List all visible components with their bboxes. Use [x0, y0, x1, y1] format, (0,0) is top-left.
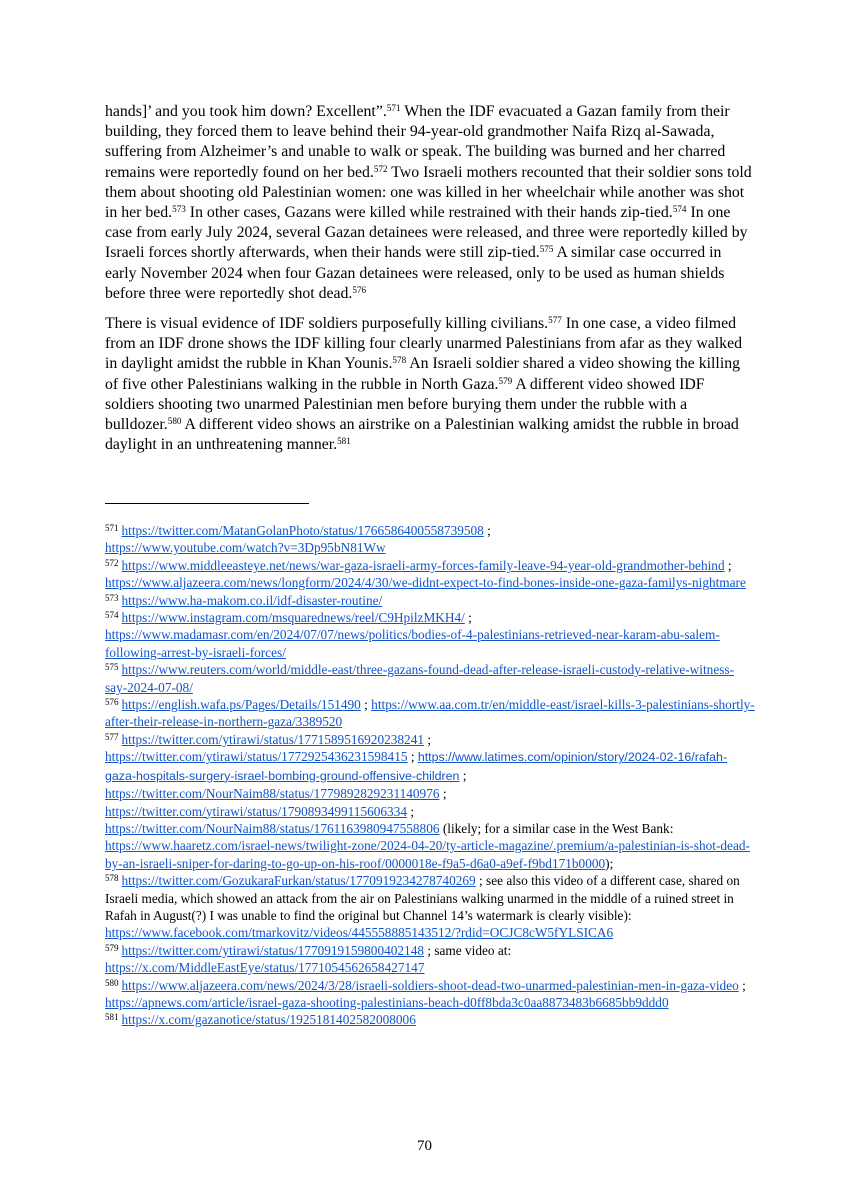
footnote: [105, 592, 755, 609]
footnote: [105, 942, 755, 977]
text-run: A similar case occurred in early November 2024 when four Gazan detainees were released, only to be used as human shields before three were reportedly shot dead.: [105, 244, 725, 302]
footnote-link[interactable]: https://twitter.com/NourNaim88/status/1761163980947558806: [105, 820, 440, 836]
footnote-ref[interactable]: 577: [548, 315, 562, 325]
footnote-number: 577: [105, 731, 119, 742]
footnote-number: 578: [105, 873, 119, 884]
footnote-link[interactable]: https://www.youtube.com/watch?v=3Dp95bN81Ww: [105, 540, 386, 556]
footnote-link[interactable]: https://twitter.com/NourNaim88/status/1779892829231140976: [105, 786, 440, 802]
footnote-number: 581: [105, 1012, 119, 1023]
footnote: [105, 872, 755, 942]
footnote-link[interactable]: https://x.com/gazanotice/status/1925181402582008006: [121, 1012, 416, 1028]
footnote-link[interactable]: https://www.facebook.com/tmarkovitz/videos/445558885143512/?rdid=OCJC8cW5fYLSICA6: [105, 925, 614, 941]
footnote: [105, 609, 755, 661]
body-text: [105, 102, 755, 465]
footnote-link[interactable]: https://www.middleeasteye.net/news/war-gaza-israeli-army-forces-family-leave-94-year-old-grandmother-behind: [121, 557, 725, 573]
text-run: In one case from early July 2024, several Gazan detainees were released, and three were reportedly killed by Israeli forces shortly afterwards, when their hands were still zip-tied.: [105, 204, 748, 262]
text-run: ;: [483, 523, 491, 538]
footnote-link[interactable]: https://twitter.com/ytirawi/status/1770919159800402148: [121, 942, 424, 958]
footnote-link[interactable]: https://www.aa.com.tr/en/middle-east/israel-kills-3-palestinians-shortly-after-their-release-in-northern-gaza/3389520: [105, 697, 755, 730]
text-run: A different video shows an airstrike on a Palestinian walking amidst the rubble in broad daylight in an unthreatening manner.: [105, 416, 739, 454]
text-run: hands]’ and you took him down? Excellent”.: [105, 103, 387, 120]
footnote-link[interactable]: https://x.com/MiddleEastEye/status/1771054562658427147: [105, 960, 425, 976]
footnote: [105, 696, 755, 731]
page-number: 70: [417, 1138, 432, 1154]
paragraph: [105, 102, 755, 304]
footnote-ref[interactable]: 580: [167, 416, 182, 427]
footnote-ref[interactable]: 572: [373, 163, 388, 174]
text-run: ;: [724, 557, 732, 573]
text-run: A different video showed IDF soldiers shooting two unarmed Palestinian men before burying them under the rubble with a bulldozer.: [105, 375, 705, 434]
text-run: ;: [439, 786, 447, 802]
footnote-link[interactable]: https://twitter.com/ytirawi/status/1790893499115606334: [105, 803, 407, 819]
footnote: [105, 557, 755, 592]
footnotes: [105, 522, 755, 1029]
text-run: ; same video at:: [424, 942, 512, 958]
footnote-ref[interactable]: 578: [392, 355, 407, 366]
text-run: ;: [424, 731, 432, 747]
footnote-link[interactable]: https://www.haaretz.com/israel-news/twilight-zone/2024-04-20/ty-article-magazine/.premium/a-palestinian-is-shot-dead-by-an-israeli-sniper-for-daring-to-go-up-on-his-roof/0000018e-f9a5-d6a0-a9ef-f9bd171b0000: [105, 838, 750, 871]
footnote-number: 579: [105, 942, 119, 953]
footnote-number: 571: [105, 523, 119, 533]
footnote-number: 575: [105, 662, 119, 673]
text-run: There is visual evidence of IDF soldiers purposefully killing civilians.: [105, 315, 549, 333]
footnote-ref[interactable]: 575: [539, 244, 554, 255]
footnote: [105, 977, 755, 1012]
text-run: ;: [407, 803, 415, 819]
text-run: ;: [459, 767, 467, 783]
footnote-link[interactable]: https://www.aljazeera.com/news/longform/2024/4/30/we-didnt-expect-to-find-bones-inside-one-gaza-familys-nightmare: [105, 575, 746, 591]
footnote-number: 576: [105, 697, 119, 708]
footnote: [105, 522, 755, 557]
footnote: [105, 1011, 755, 1028]
footnote-link[interactable]: https://apnews.com/article/israel-gaza-shooting-palestinians-beach-d0ff8bda3c0aa8873483b6685bb9ddd0: [105, 994, 669, 1010]
footnote-ref[interactable]: 571: [386, 102, 401, 113]
footnote-ref[interactable]: 581: [337, 436, 351, 447]
text-run: ;: [407, 749, 418, 765]
text-run: );: [605, 855, 614, 871]
footnote-link[interactable]: https://twitter.com/GozukaraFurkan/status/1770919234278740269: [121, 873, 476, 889]
text-run: (likely; for a similar case in the West Bank:: [439, 820, 674, 836]
footnote-number: 574: [105, 610, 119, 621]
footnote-link[interactable]: https://twitter.com/ytirawi/status/1771589516920238241: [121, 731, 424, 747]
footnote-link[interactable]: https://www.aljazeera.com/news/2024/3/28/israeli-soldiers-shoot-dead-two-unarmed-palestinian-men-in-gaza-video: [121, 977, 739, 993]
footnote: [105, 661, 755, 696]
footnote-number: 573: [105, 592, 119, 603]
footnote-link[interactable]: https://www.reuters.com/world/middle-east/three-gazans-found-dead-after-release-israeli-custody-relative-witness-say-2024-07-08/: [105, 662, 734, 695]
footnote-link[interactable]: https://www.instagram.com/msquarednews/reel/C9HpilzMKH4/: [121, 610, 465, 626]
footnote-ref[interactable]: 574: [672, 203, 687, 214]
footnote-ref[interactable]: 576: [352, 284, 367, 295]
text-run: ;: [360, 697, 372, 713]
text-run: In other cases, Gazans were killed while restrained with their hands zip-tied.: [185, 204, 673, 222]
text-run: ;: [738, 977, 746, 993]
text-run: An Israeli soldier shared a video showing the killing of five other Palestinians walking in the rubble in North Gaza.: [105, 355, 741, 393]
footnote-link[interactable]: https://twitter.com/ytirawi/status/1772925436231598415: [105, 749, 408, 765]
text-run: Two Israeli mothers recounted that their soldier sons told them about shooting old Palestinian women: one was killed in her wheelchair while another was shot in her bed.: [105, 163, 752, 222]
footnote-ref[interactable]: 579: [498, 375, 513, 386]
text-run: ; see also this video of a different case, shared on Israeli media, which showed an attack from the air on Palestinians walking unarmed in the middle of a ruined street in Rafah in August(?) I was unable to find the original but Channel 14’s watermark is clearly visible):: [105, 873, 740, 923]
text-run: In one case, a video filmed from an IDF drone shows the IDF killing four clearly unarmed Palestinians from afar as they walked in daylight amidst the rubble in Khan Younis.: [105, 315, 742, 373]
footnote-link[interactable]: https://www.ha-makom.co.il/idf-disaster-routine/: [121, 592, 383, 608]
text-run: When the IDF evacuated a Gazan family from their building, they forced them to leave behind their 94-year-old grandmother Naifa Rizq al-Sawada, suffering from Alzheimer’s and unable to walk or speak. The building was burned and her charred remains were reportedly found on her bed.: [105, 103, 730, 181]
footnote-number: 572: [105, 557, 119, 568]
footnote-ref[interactable]: 573: [172, 203, 186, 214]
footnote-link[interactable]: https://www.madamasr.com/en/2024/07/07/news/politics/bodies-of-4-palestinians-retrieved-near-karam-abu-salem-following-arrest-by-israeli-forces/: [105, 627, 720, 660]
paragraph: [105, 314, 755, 455]
footnote-link[interactable]: https://twitter.com/MatanGolanPhoto/status/1766586400558739508: [121, 523, 484, 538]
footnote-separator: [105, 503, 309, 504]
footnote-link[interactable]: https://www.latimes.com/opinion/story/2024-02-16/rafah-gaza-hospitals-surgery-israel-bombing-ground-offensive-children: [105, 750, 728, 783]
footnote-number: 580: [105, 977, 119, 988]
footnote-link[interactable]: https://english.wafa.ps/Pages/Details/151490: [121, 697, 361, 713]
text-run: ;: [464, 610, 472, 626]
footnote: [105, 731, 755, 872]
